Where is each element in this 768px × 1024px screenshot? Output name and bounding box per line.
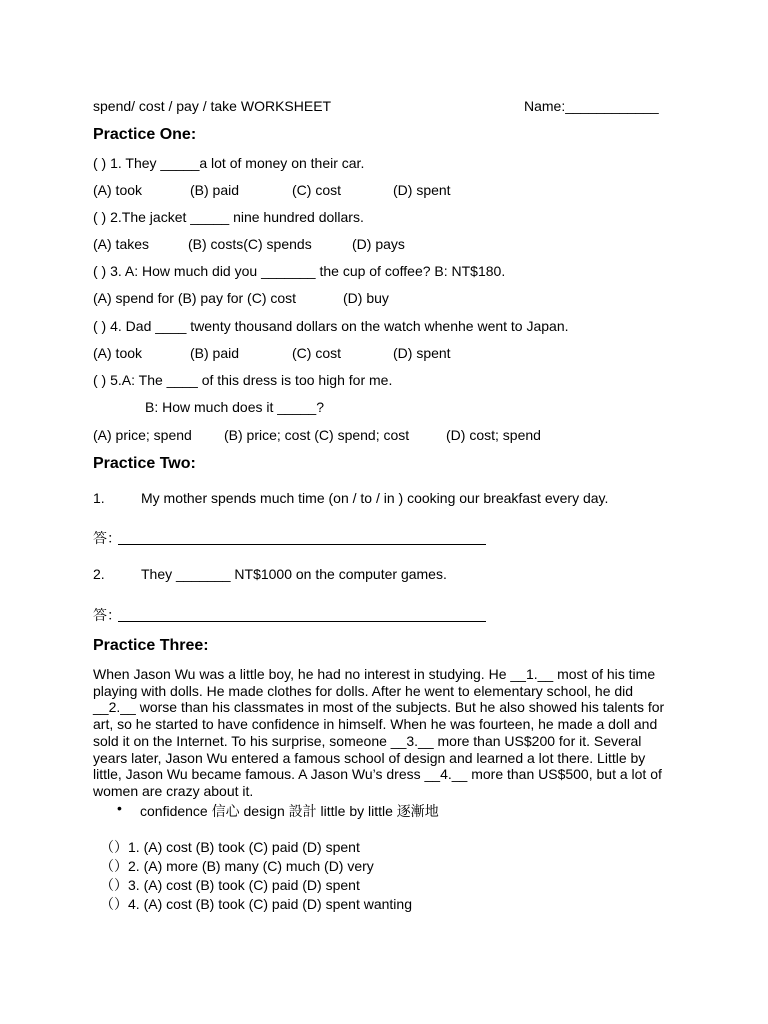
p2-item-1-text: My mother spends much time (on / to / in ) cooking our breakfast every day.	[141, 490, 609, 506]
worksheet-title: spend/ cost / pay / take WORKSHEET	[93, 98, 332, 114]
p2-item-1-number: 1.	[93, 490, 105, 506]
p1-q5-option-d: (D) cost; spend	[446, 427, 541, 443]
p1-q3-stem: ( ) 3. A: How much did you _______ the cup of coffee? B: NT$180.	[93, 263, 506, 279]
p1-q5-stem-b: B: How much does it _____?	[145, 399, 324, 415]
p1-q5-option-a: (A) price; spend	[93, 427, 192, 443]
p3-choice-2: （）2. (A) more (B) many (C) much (D) very	[100, 858, 374, 874]
p1-q4-option-b: (B) paid	[190, 345, 240, 361]
p1-q5-stem: ( ) 5.A: The ____ of this dress is too high for me.	[93, 372, 393, 388]
p1-q4-option-a: (A) took	[93, 345, 143, 361]
p2-item-1-answer-label: 答：	[93, 530, 121, 546]
practice-three-title: Practice Three:	[93, 637, 209, 654]
p1-q3-option-abc: (A) spend for (B) pay for (C) cost	[93, 290, 297, 306]
p2-item-2-answer-line[interactable]	[118, 605, 486, 622]
bullet-dot: •	[117, 800, 122, 816]
p1-q4-option-c: (C) cost	[292, 345, 341, 361]
p1-q4-stem: ( ) 4. Dad ____ twenty thousand dollars on the watch whenhe went to Japan.	[93, 318, 569, 334]
p3-choice-1: （）1. (A) cost (B) took (C) paid (D) spent	[100, 839, 360, 855]
p1-q5-option-bc: (B) price; cost (C) spend; cost	[224, 427, 410, 443]
p1-q2-option-a: (A) takes	[93, 236, 150, 252]
p1-q2-option-bc: (B) costs(C) spends	[188, 236, 312, 252]
p1-q1-option-b: (B) paid	[190, 182, 240, 198]
p1-q3-options	[93, 290, 693, 308]
p2-item-1-answer-line[interactable]	[118, 528, 486, 545]
name-field-label: Name:____________	[524, 98, 659, 114]
p1-q1-options	[93, 182, 693, 200]
p1-q4-option-d: (D) spent	[393, 345, 451, 361]
p1-q3-option-d: (D) buy	[343, 290, 389, 306]
p1-q1-option-a: (A) took	[93, 182, 143, 198]
p3-choice-4: （）4. (A) cost (B) took (C) paid (D) spent wanting	[100, 896, 412, 912]
p1-q2-option-d: (D) pays	[352, 236, 405, 252]
p1-q1-option-d: (D) spent	[393, 182, 451, 198]
practice-two-title: Practice Two:	[93, 455, 196, 472]
p2-item-2-number: 2.	[93, 566, 105, 582]
p2-item-2-answer-label: 答：	[93, 607, 121, 623]
p1-q2-stem: ( ) 2.The jacket _____ nine hundred dollars.	[93, 209, 364, 225]
story-paragraph: When Jason Wu was a little boy, he had no interest in studying. He __1.__ most of his time playing with dolls. He made clothes for dolls. After he went to elementary school, he did __2.__ worse than his classmates in most of the subjects. But he also showed his talents for art, so he started to have confidence in himself. When he was fourteen, he made a doll and sold it on the Internet. To his surprise, someone __3.__ more than US$200 for it. Several years later, Jason Wu entered a famous school of design and learned a lot there. Little by little, Jason Wu became famous. A Jason Wu’s dress __4.__ more than US$500, but a lot of women are crazy about it.	[93, 666, 665, 799]
p1-q5-options	[93, 427, 693, 445]
practice-one-title: Practice One:	[93, 126, 197, 143]
p2-item-2-text: They _______ NT$1000 on the computer games.	[141, 566, 447, 582]
p3-choice-3: （）3. (A) cost (B) took (C) paid (D) spent	[100, 877, 360, 893]
p1-q4-options	[93, 345, 693, 363]
p1-q1-stem: ( ) 1. They _____a lot of money on their car.	[93, 155, 365, 171]
p1-q1-option-c: (C) cost	[292, 182, 341, 198]
vocabulary-bullet: confidence 信心 design 設計 little by little 逐漸地	[140, 803, 439, 819]
p1-q2-options	[93, 236, 693, 254]
